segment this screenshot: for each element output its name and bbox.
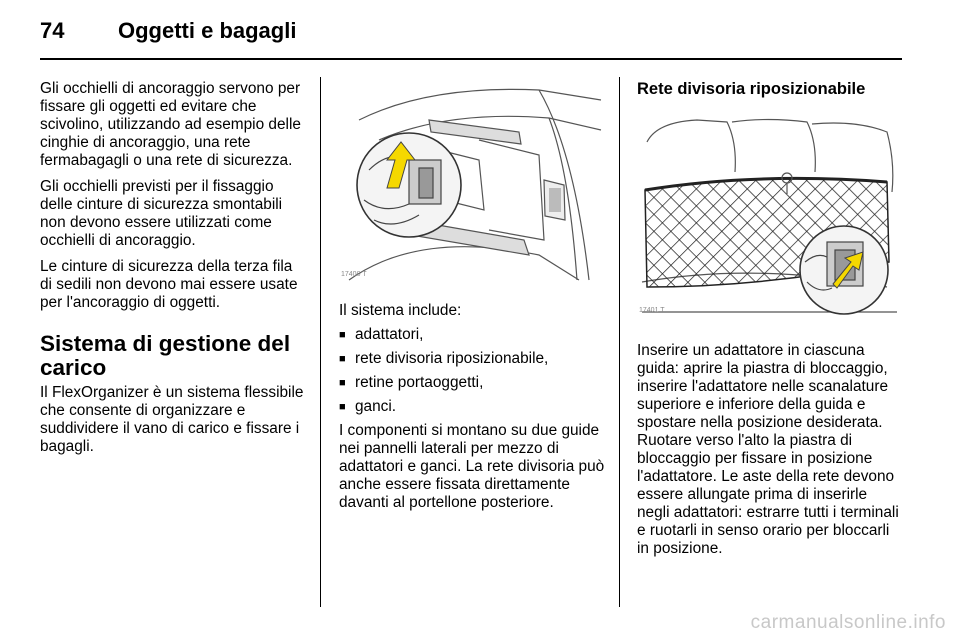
column-3 bbox=[637, 80, 903, 566]
figure-divider-net bbox=[637, 112, 903, 322]
figure-rail-adapter bbox=[339, 80, 605, 286]
paragraph-install-adapter: Inserire un adattatore in ciascuna guida: aprire la piastra di bloccaggio, inserire l'adattatore nelle scanalature superiore e inferiore della guida e spostare nella posizione desiderata. Ruotare verso l'alto la piastra di bloccaggio per fissare in posizione l'adattatore. Le aste della rete devono essere allungate prima di inserirle negli adattatori: estrarre tutti i terminali e ruotarli in senso orario per bloccarli in posizione. bbox=[637, 342, 899, 557]
illustration-divider-net bbox=[637, 112, 903, 322]
subsection-title-divider-net: Rete divisoria riposizionabile bbox=[637, 80, 866, 98]
page-number: 74 bbox=[40, 18, 65, 43]
paragraph-mounting: I componenti si montano su due guide nei pannelli laterali per mezzo di adattatori e ganci. La rete divisoria può anche essere fissata direttamente davanti al portellone posteriore. bbox=[339, 422, 605, 511]
paragraph-anchor-eyes: Gli occhielli di ancoraggio servono per fissare gli oggetti ed evitare che scivolino, utilizzando ad esempio delle cinghie di ancoraggio, una rete fermabagagli o una rete di sicurezza. bbox=[40, 80, 301, 169]
list-item-divider-net: ■ rete divisoria riposizionabile, bbox=[339, 350, 605, 368]
list-item-hooks: ■ ganci. bbox=[339, 398, 605, 416]
figure-code-17401: 17401 T bbox=[639, 307, 665, 314]
illustration-rail-adapter bbox=[339, 80, 605, 286]
system-intro: Il sistema include: bbox=[339, 302, 462, 319]
header-rule bbox=[40, 58, 902, 60]
paragraph-flexorganizer: Il FlexOrganizer è un sistema flessibile che consente di organizzare e suddividere il vano di carico e fissare i bagagli. bbox=[40, 384, 304, 455]
list-item-adapters: ■ adattatori, bbox=[339, 326, 605, 344]
figure-code-17400: 17400 T bbox=[341, 271, 367, 278]
column-1 bbox=[40, 80, 306, 464]
column-2 bbox=[339, 80, 605, 520]
column-divider-1 bbox=[320, 77, 321, 607]
page-title: Oggetti e bagagli bbox=[118, 18, 297, 43]
page-header bbox=[0, 0, 960, 60]
component-list bbox=[339, 326, 605, 416]
paragraph-belt-eyes: Gli occhielli previsti per il fissaggio delle cinture di sicurezza smontabili non devono essere utilizzati come occhielli di ancoraggio. bbox=[40, 178, 283, 249]
column-divider-2 bbox=[619, 77, 620, 607]
watermark: carmanualsonline.info bbox=[750, 612, 946, 633]
list-item-storage-nets: ■ retine portaoggetti, bbox=[339, 374, 605, 392]
paragraph-third-row-belts: Le cinture di sicurezza della terza fila di sedili non devono mai essere usate per l'ancoraggio di oggetti. bbox=[40, 258, 298, 311]
section-title-load-management: Sistema di gestione del carico bbox=[40, 331, 291, 380]
